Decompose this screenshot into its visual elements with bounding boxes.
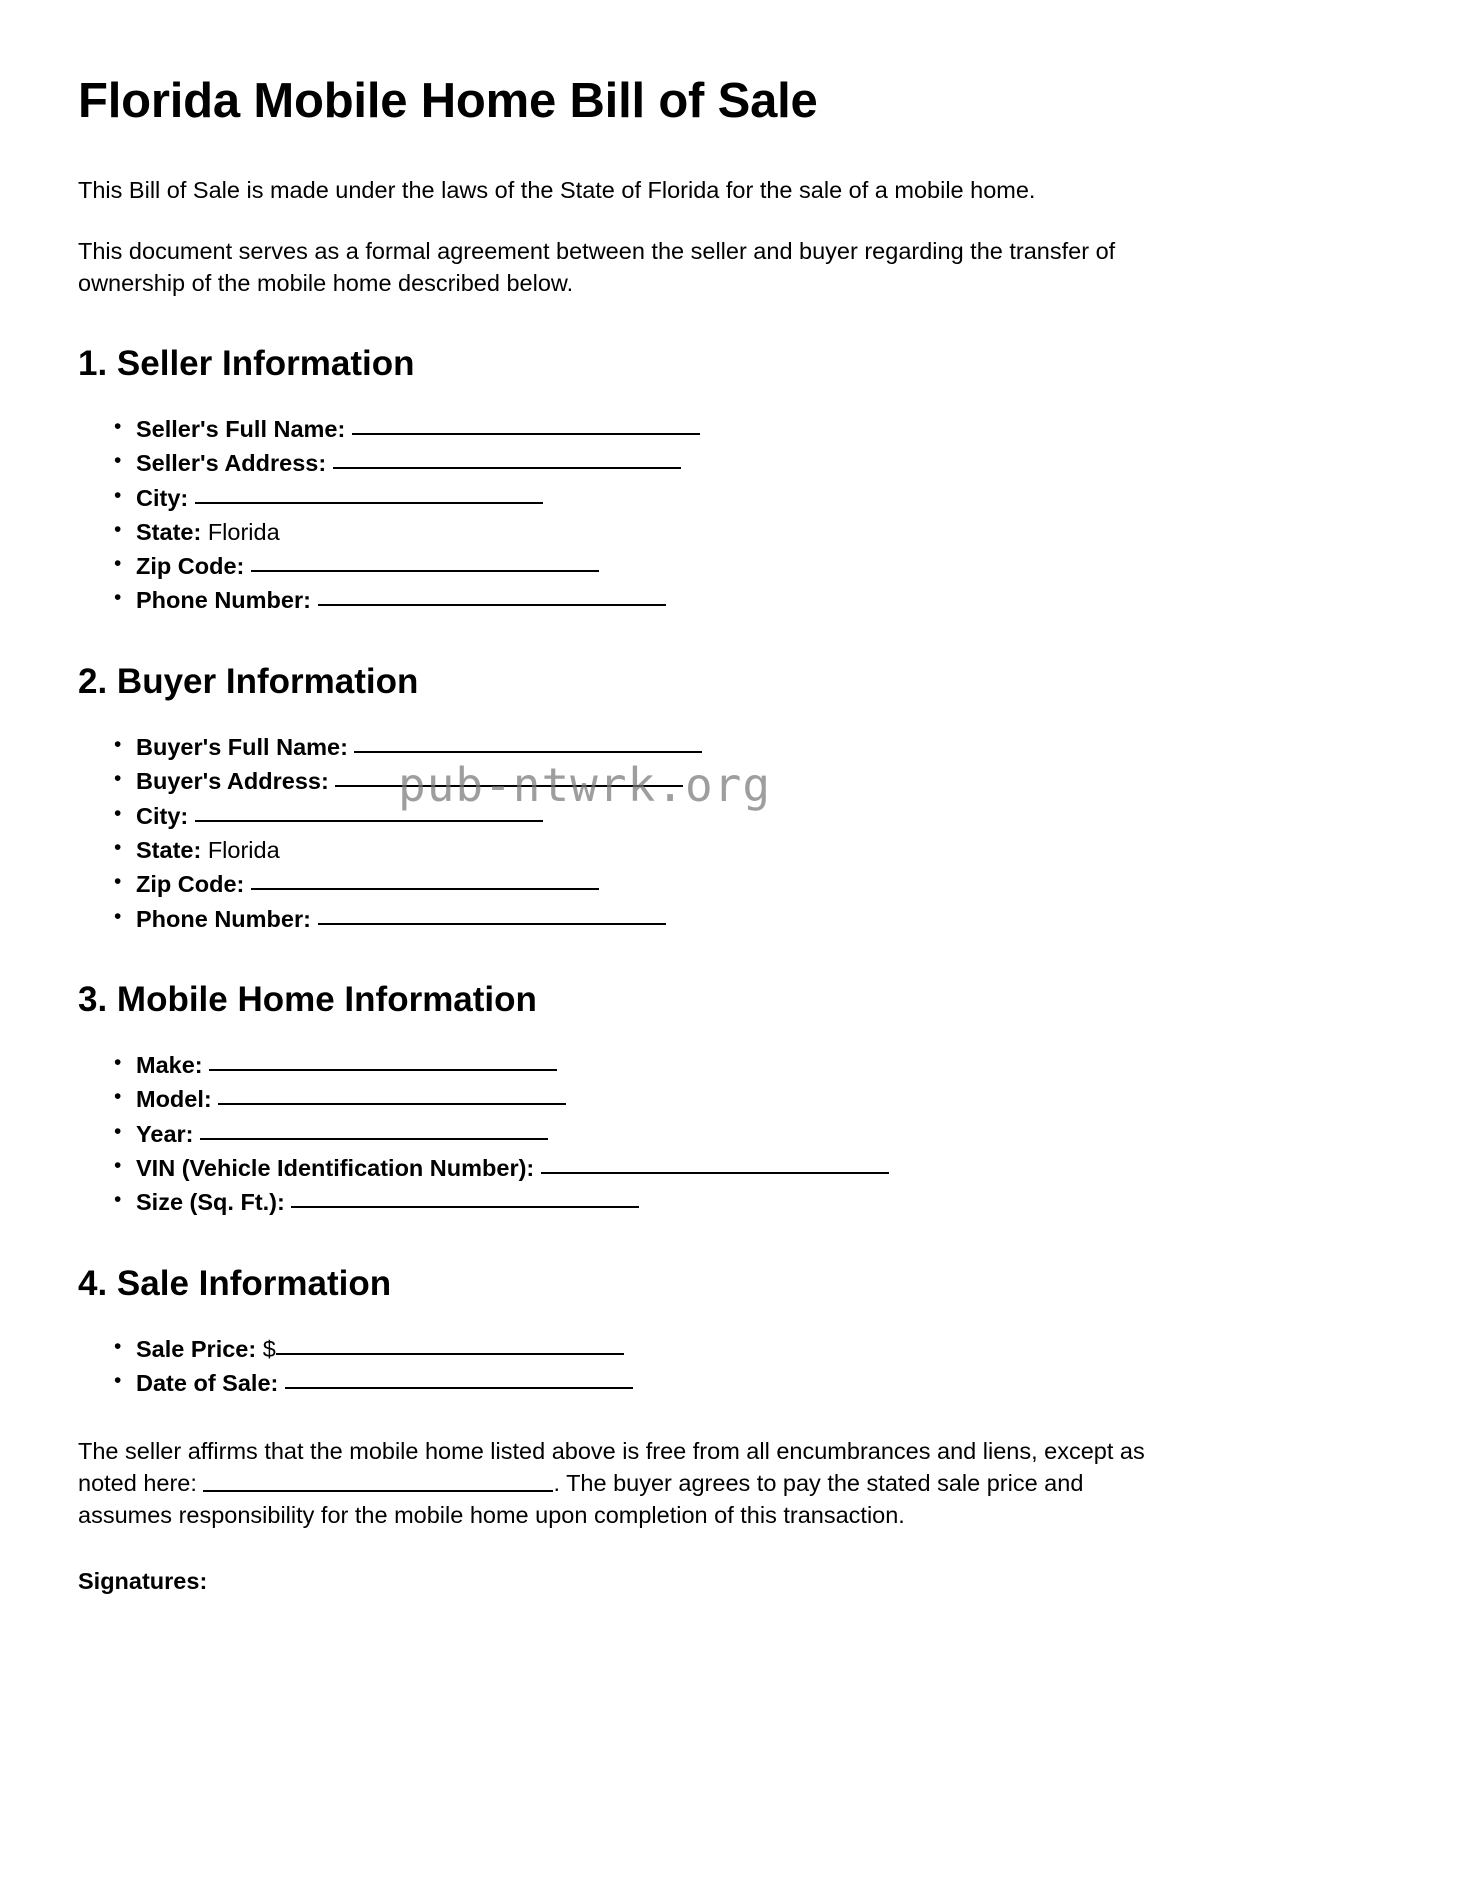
field-year[interactable] [78,1117,1364,1151]
field-label: Make: [136,1052,203,1079]
field-label: Year: [136,1120,194,1147]
field-seller-city[interactable] [78,481,1364,515]
signatures-heading: Signatures: [78,1568,208,1595]
make-input[interactable] [209,1049,557,1071]
buyer-phone-input[interactable] [318,903,666,925]
field-buyer-full-name[interactable] [78,730,1364,764]
field-vin[interactable] [78,1151,1364,1185]
field-size[interactable] [78,1185,1364,1219]
model-input[interactable] [218,1083,566,1105]
section-heading-seller: 1. Seller Information [78,343,415,383]
field-label: Sale Price: [136,1335,257,1362]
field-make[interactable] [78,1048,1364,1082]
buyer-state-value: Florida [207,836,280,863]
encumbrances-note-input[interactable] [203,1473,553,1492]
field-seller-full-name[interactable] [78,412,1364,446]
section-heading-sale: 4. Sale Information [78,1263,392,1303]
field-label: Date of Sale: [136,1370,279,1397]
field-buyer-address[interactable] [78,764,1364,798]
field-label: Model: [136,1086,212,1113]
section-heading-mobile-home: 3. Mobile Home Information [78,979,537,1019]
page-title: Florida Mobile Home Bill of Sale [78,74,818,128]
affirmation-paragraph [78,1436,1168,1532]
field-label: Zip Code: [136,553,245,580]
field-buyer-phone[interactable] [78,902,1364,936]
vin-input[interactable] [541,1152,889,1174]
year-input[interactable] [200,1118,548,1140]
seller-state-value: Florida [207,518,280,545]
field-seller-phone[interactable] [78,583,1364,617]
field-label: City: [136,484,189,511]
field-label: Seller's Full Name: [136,415,346,442]
currency-symbol: $ [262,1335,276,1362]
seller-zip-input[interactable] [251,550,599,572]
intro-paragraph-1: This Bill of Sale is made under the laws of the State of Florida for the sale of a mobile home. [78,176,1036,203]
field-seller-address[interactable] [78,446,1364,480]
field-model[interactable] [78,1082,1364,1116]
buyer-zip-input[interactable] [251,868,599,890]
field-sale-price[interactable] [78,1332,1364,1366]
intro-paragraph-2: This document serves as a formal agreement between the seller and buyer regarding the transfer of ownership of the mobile home described below. [78,237,1116,296]
seller-city-input[interactable] [195,482,543,504]
field-label: Buyer's Full Name: [136,734,348,761]
buyer-field-list [78,730,1364,936]
buyer-full-name-input[interactable] [354,731,702,753]
field-buyer-state [78,833,1364,867]
field-label: Buyer's Address: [136,768,329,795]
field-label: City: [136,802,189,829]
affirmation-text-before: The seller affirms that the mobile home listed above is free from all encumbrances and liens, except as noted here: [78,1438,1145,1497]
field-label: State: [136,836,202,863]
buyer-city-input[interactable] [195,800,543,822]
date-of-sale-input[interactable] [285,1367,633,1389]
buyer-address-input[interactable] [335,765,683,787]
field-buyer-city[interactable] [78,799,1364,833]
field-buyer-zip[interactable] [78,867,1364,901]
section-heading-buyer: 2. Buyer Information [78,661,419,701]
affirmation-text-after: . The buyer agrees to pay the stated sale price and assumes responsibility for the mobile home upon completion of this transaction. [78,1470,1084,1529]
seller-full-name-input[interactable] [352,413,700,435]
sale-field-list [78,1332,1364,1401]
field-label: Phone Number: [136,587,311,614]
sale-price-input[interactable] [276,1333,624,1355]
field-label: State: [136,518,202,545]
watermark: pub-ntwrk.org [398,758,772,812]
field-label: Size (Sq. Ft.): [136,1189,285,1216]
seller-field-list [78,412,1364,618]
field-label: VIN (Vehicle Identification Number): [136,1154,535,1181]
field-date-of-sale[interactable] [78,1366,1364,1400]
field-seller-state [78,515,1364,549]
field-label: Seller's Address: [136,450,327,477]
size-input[interactable] [291,1186,639,1208]
seller-phone-input[interactable] [318,584,666,606]
mobile-home-field-list [78,1048,1364,1219]
seller-address-input[interactable] [333,447,681,469]
field-label: Phone Number: [136,905,311,932]
field-seller-zip[interactable] [78,549,1364,583]
field-label: Zip Code: [136,871,245,898]
